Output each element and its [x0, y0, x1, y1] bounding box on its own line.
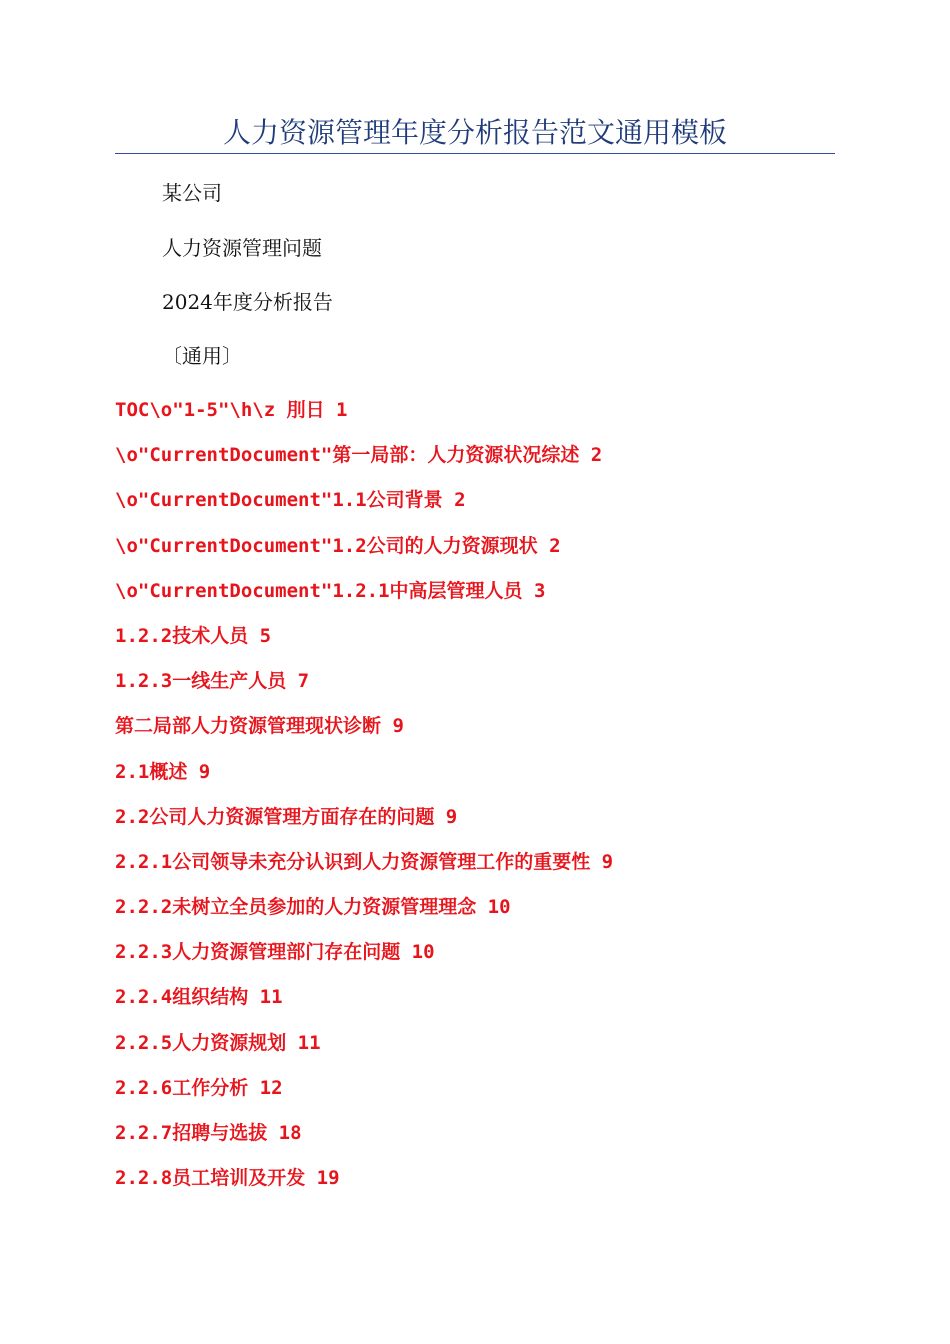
toc-entry[interactable]: 2.1概述 9: [115, 760, 211, 783]
toc-entry[interactable]: \o"CurrentDocument"1.1公司背景 2: [115, 489, 466, 512]
report-year-line: 2024年度分析报告: [162, 290, 333, 314]
toc-entry[interactable]: 1.2.3一线生产人员 7: [115, 670, 310, 693]
toc-entry[interactable]: 2.2.7招聘与选拔 18: [115, 1122, 302, 1144]
company-line: 某公司: [162, 181, 222, 205]
toc-entry[interactable]: 2.2.8员工培训及开发 19: [115, 1167, 340, 1190]
general-note-line: 〔通用〕: [162, 344, 242, 368]
toc-entry[interactable]: 2.2.5人力资源规划 11: [115, 1031, 321, 1054]
toc-entry[interactable]: 2.2.2未树立全员参加的人力资源管理理念 10: [115, 896, 511, 919]
title-underline: [115, 153, 835, 154]
toc-entry[interactable]: 第二局部人力资源管理现状诊断 9: [115, 715, 404, 738]
document-title: 人力资源管理年度分析报告范文通用模板: [222, 116, 727, 149]
toc-entry[interactable]: \o"CurrentDocument"第一局部：人力资源状况综述 2: [115, 444, 603, 467]
subject-line: 人力资源管理问题: [162, 236, 322, 260]
toc-entry[interactable]: \o"CurrentDocument"1.2.1中高层管理人员 3: [115, 579, 546, 602]
toc-entry[interactable]: 2.2.4组织结构 11: [115, 986, 283, 1009]
toc-entry[interactable]: 2.2.6工作分析 12: [115, 1076, 283, 1099]
toc-entry[interactable]: TOC\o"1-5"\h\z 刖日 1: [115, 399, 348, 421]
toc-entry[interactable]: 1.2.2技术人员 5: [115, 624, 272, 647]
toc-entry[interactable]: 2.2.3人力资源管理部门存在问题 10: [115, 941, 435, 964]
toc-entry[interactable]: 2.2公司人力资源管理方面存在的问题 9: [115, 805, 458, 828]
toc-entry[interactable]: \o"CurrentDocument"1.2公司的人力资源现状 2: [115, 534, 561, 557]
table-of-contents: [115, 395, 835, 1208]
toc-entry[interactable]: 2.2.1公司领导未充分认识到人力资源管理工作的重要性 9: [115, 850, 614, 873]
